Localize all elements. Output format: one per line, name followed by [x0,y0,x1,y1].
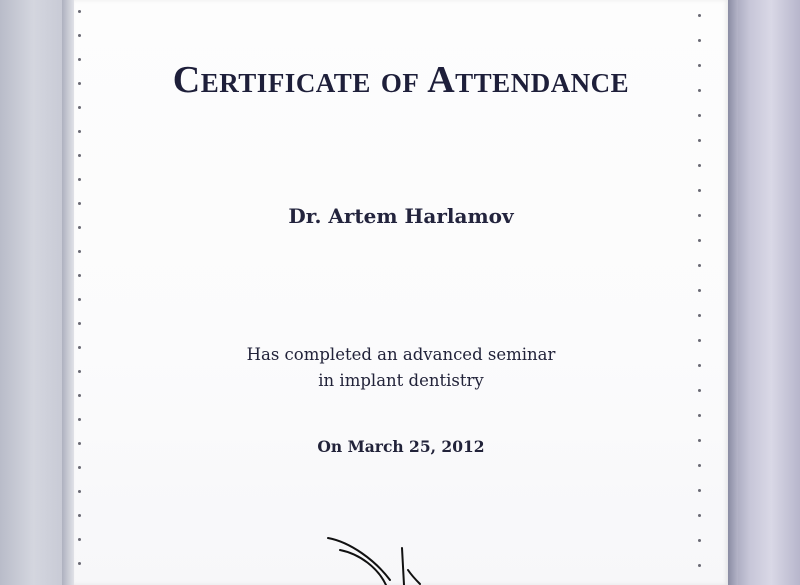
perforation-dot [78,250,81,253]
perforation-dot [78,178,81,181]
perforation-dot [78,514,81,517]
perforation-dot [698,414,701,417]
perforation-dot [78,490,81,493]
certificate-description [74,342,728,394]
perforation-dot [698,464,701,467]
perforation-dot [78,394,81,397]
perforation-dot [78,274,81,277]
perforation-dot [78,562,81,565]
perforation-dot [698,264,701,267]
perforation-dot [78,466,81,469]
background-right-edge [728,0,800,585]
perforation-dot [698,114,701,117]
perforation-dot [78,418,81,421]
handwritten-signature [320,520,440,585]
perforation-dot [698,514,701,517]
paper-fold-strip [62,0,74,585]
background-left-edge [0,0,74,585]
description-line-1: Has completed an advanced seminar [246,345,556,364]
certificate-title: Certificate of Attendance [172,59,630,101]
perforation-dot [78,538,81,541]
perforation-dot [78,106,81,109]
perforation-dot [78,298,81,301]
perforation-dot [78,10,81,13]
perforation-dot [698,289,701,292]
perforation-dot [698,139,701,142]
perforation-dot [698,164,701,167]
perforation-dot [698,314,701,317]
perforation-dot [698,564,701,567]
description-line-2: in implant dentistry [318,371,484,390]
perforation-dot [698,189,701,192]
perforation-dot [698,539,701,542]
perforation-dot [78,154,81,157]
perforation-dot [78,130,81,133]
perforation-dot [698,14,701,17]
certificate-date: On March 25, 2012 [317,437,485,456]
perforation-dot [78,322,81,325]
perforation-dot [698,239,701,242]
perforation-dot [78,34,81,37]
paper-shadow [728,0,738,585]
recipient-name: Dr. Artem Harlamov [288,204,514,228]
perforation-dot [698,39,701,42]
perforation-dot [698,489,701,492]
